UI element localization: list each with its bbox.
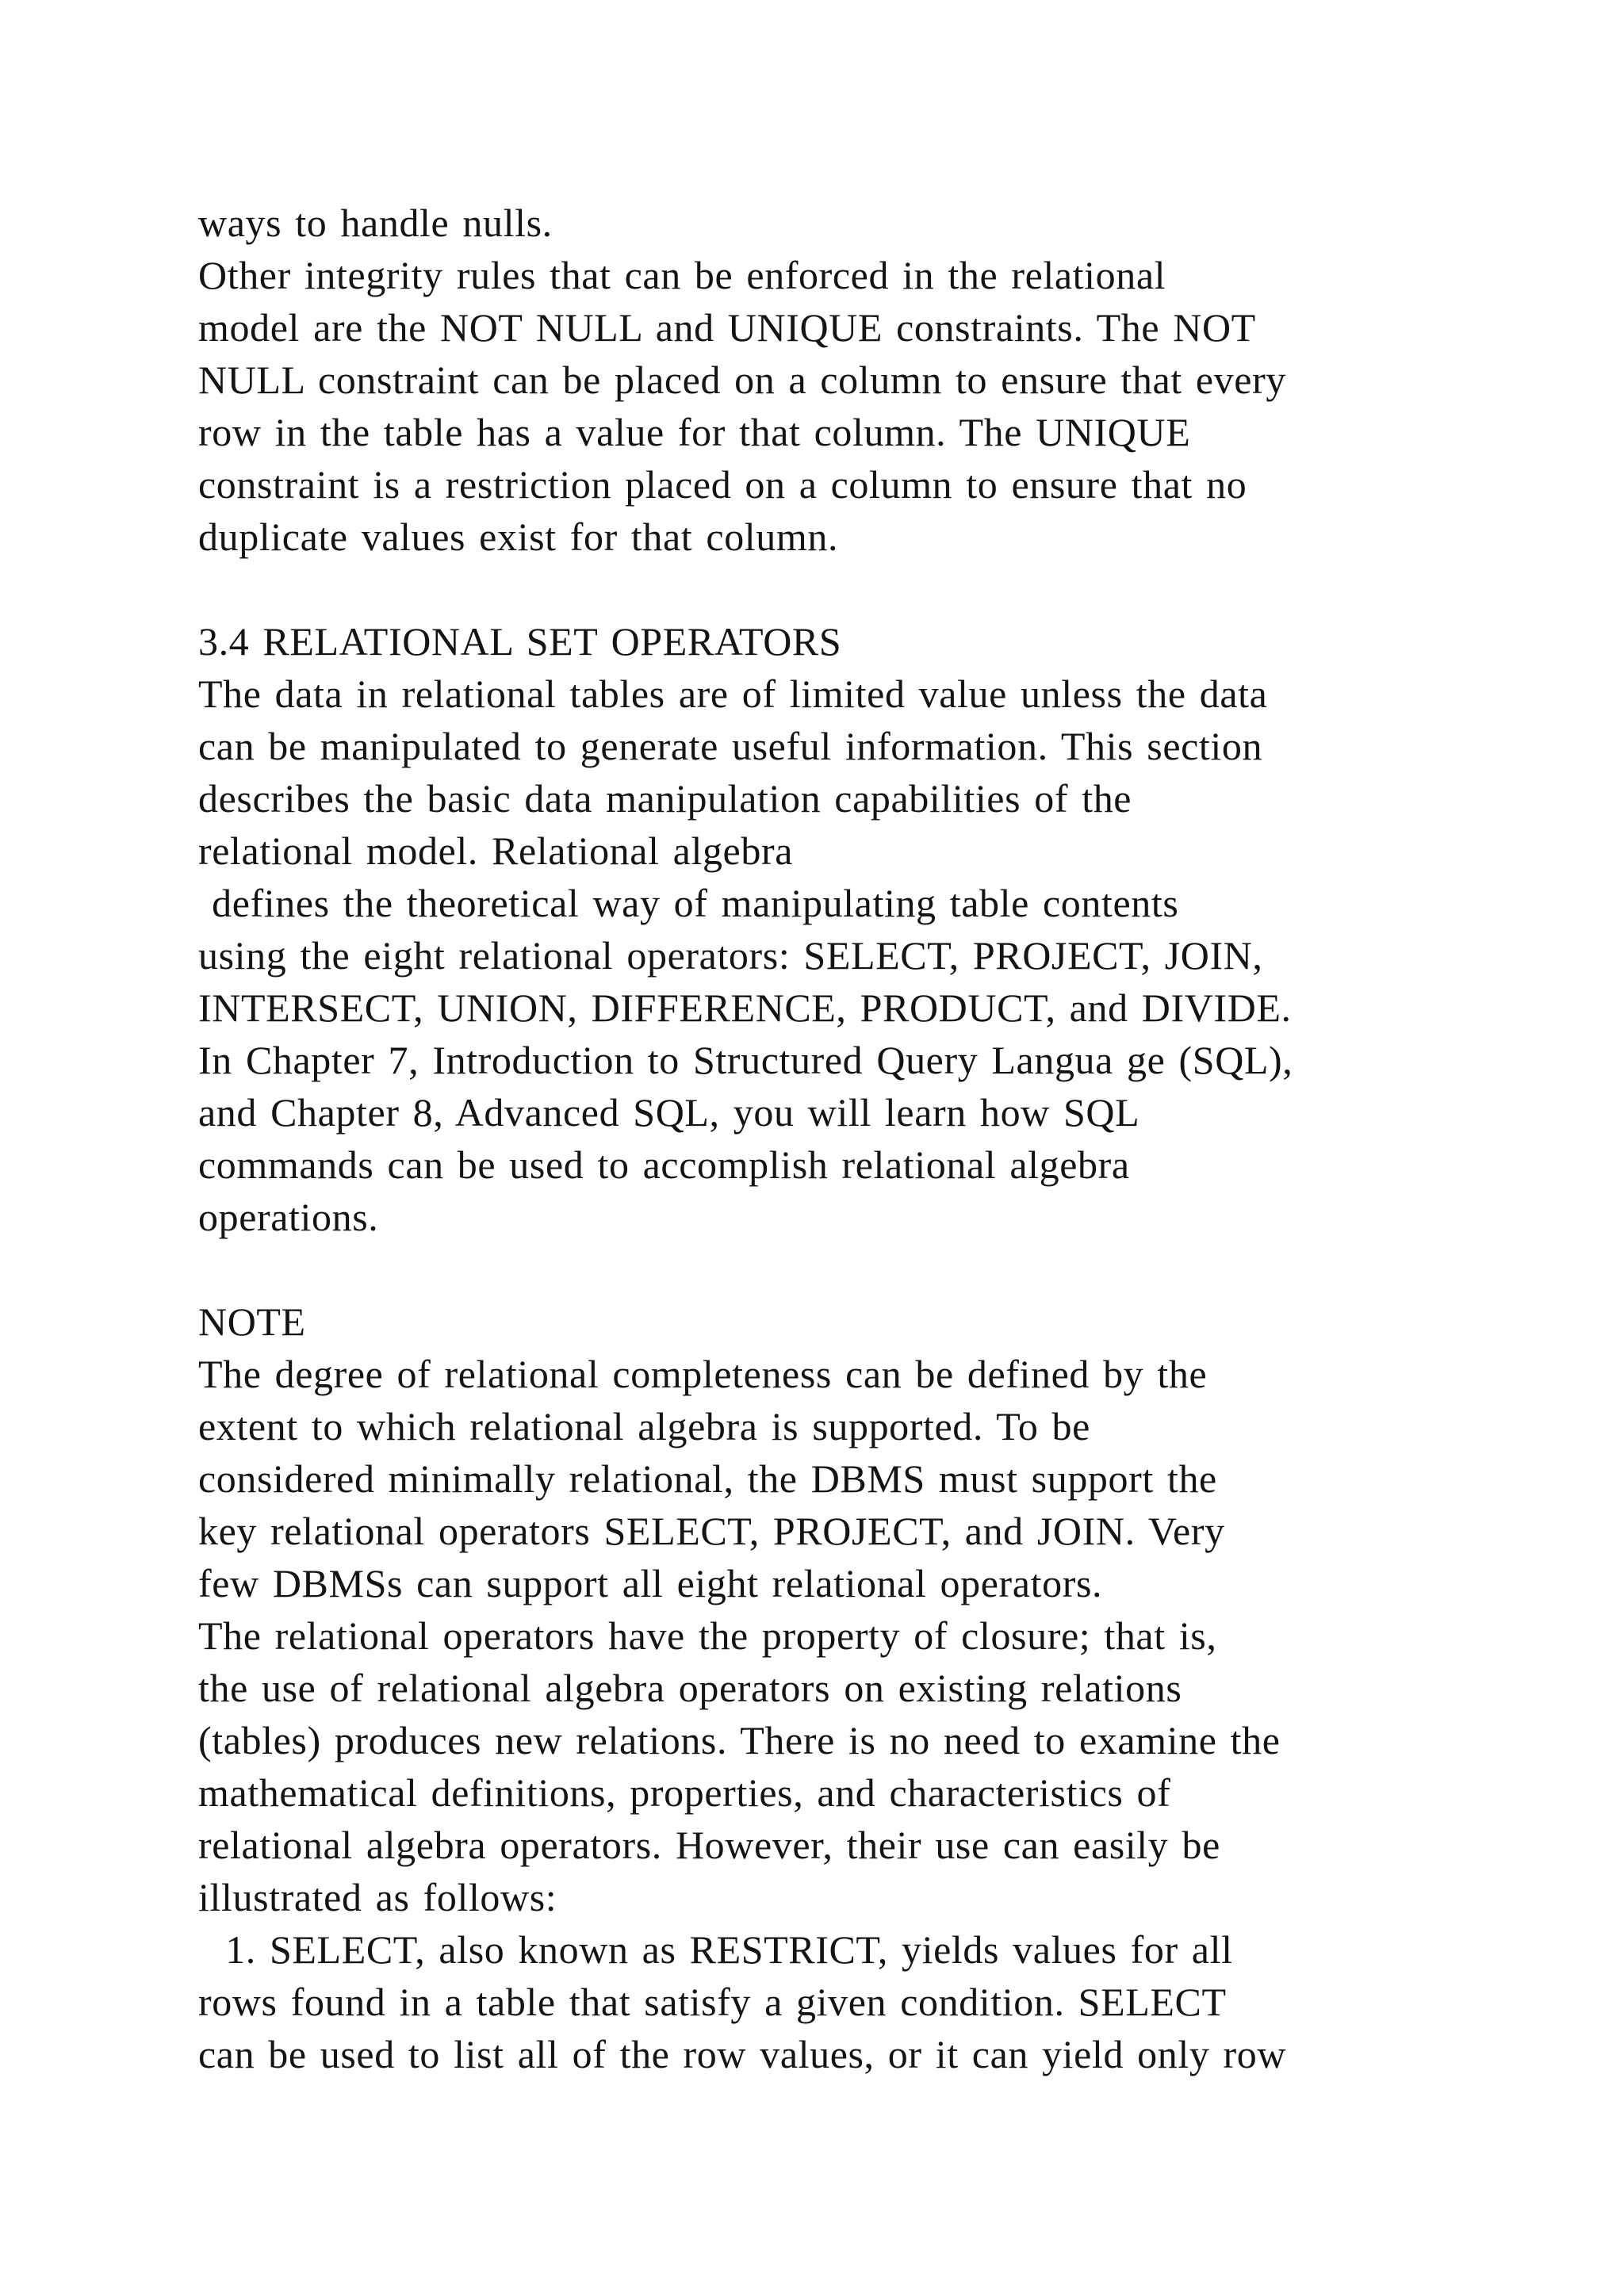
- list-item-line: can be used to list all of the row values, or it can yield only row: [198, 2032, 1287, 2076]
- paragraph-line: model are the NOT NULL and UNIQUE constraints. The NOT: [198, 305, 1256, 350]
- paragraph-line: mathematical definitions, properties, and characteristics of: [198, 1770, 1171, 1815]
- document-body: [198, 197, 1467, 2080]
- paragraph-line: In Chapter 7, Introduction to Structured Query Langua ge (SQL),: [198, 1038, 1293, 1082]
- paragraph-line: Other integrity rules that can be enforced in the relational: [198, 253, 1166, 297]
- paragraph-line: duplicate values exist for that column.: [198, 515, 839, 559]
- paragraph-line: ways to handle nulls.: [198, 201, 553, 245]
- paragraph-line: The degree of relational completeness can be defined by the: [198, 1352, 1208, 1396]
- paragraph-line: row in the table has a value for that column. The UNIQUE: [198, 410, 1191, 454]
- paragraph-line: commands can be used to accomplish relational algebra: [198, 1142, 1130, 1187]
- paragraph-line: can be manipulated to generate useful information. This section: [198, 724, 1263, 768]
- list-item-line: 1. SELECT, also known as RESTRICT, yields values for all: [198, 1927, 1233, 1972]
- paragraph-gap: [198, 563, 1467, 615]
- paragraph-line: defines the theoretical way of manipulating table contents: [198, 881, 1179, 925]
- paragraph-line: few DBMSs can support all eight relational operators.: [198, 1561, 1103, 1605]
- paragraph-line: and Chapter 8, Advanced SQL, you will learn how SQL: [198, 1090, 1140, 1135]
- paragraph-line: relational algebra operators. However, their use can easily be: [198, 1823, 1220, 1867]
- paragraph-line: extent to which relational algebra is supported. To be: [198, 1404, 1090, 1448]
- note-heading: NOTE: [198, 1299, 306, 1344]
- paragraph-line: constraint is a restriction placed on a column to ensure that no: [198, 462, 1247, 507]
- paragraph-line: operations.: [198, 1195, 379, 1239]
- paragraph-line: The relational operators have the property of closure; that is,: [198, 1613, 1217, 1658]
- paragraph-line: The data in relational tables are of limited value unless the data: [198, 672, 1268, 716]
- paragraph-line: key relational operators SELECT, PROJECT, and JOIN. Very: [198, 1509, 1225, 1553]
- paragraph-line: illustrated as follows:: [198, 1875, 557, 1919]
- paragraph-line: NULL constraint can be placed on a column to ensure that every: [198, 358, 1286, 402]
- paragraph-line: relational model. Relational algebra: [198, 828, 793, 873]
- paragraph-line: describes the basic data manipulation capabilities of the: [198, 776, 1132, 821]
- paragraph-line: using the eight relational operators: SELECT, PROJECT, JOIN,: [198, 933, 1263, 978]
- paragraph-line: considered minimally relational, the DBMS must support the: [198, 1456, 1217, 1501]
- list-item-line: rows found in a table that satisfy a given condition. SELECT: [198, 1980, 1227, 2024]
- section-heading: 3.4 RELATIONAL SET OPERATORS: [198, 619, 842, 664]
- paragraph-line: the use of relational algebra operators on existing relations: [198, 1666, 1182, 1710]
- paragraph-line: INTERSECT, UNION, DIFFERENCE, PRODUCT, and DIVIDE.: [198, 985, 1292, 1030]
- paragraph-line: (tables) produces new relations. There is no need to examine the: [198, 1718, 1281, 1762]
- paragraph-gap: [198, 1243, 1467, 1295]
